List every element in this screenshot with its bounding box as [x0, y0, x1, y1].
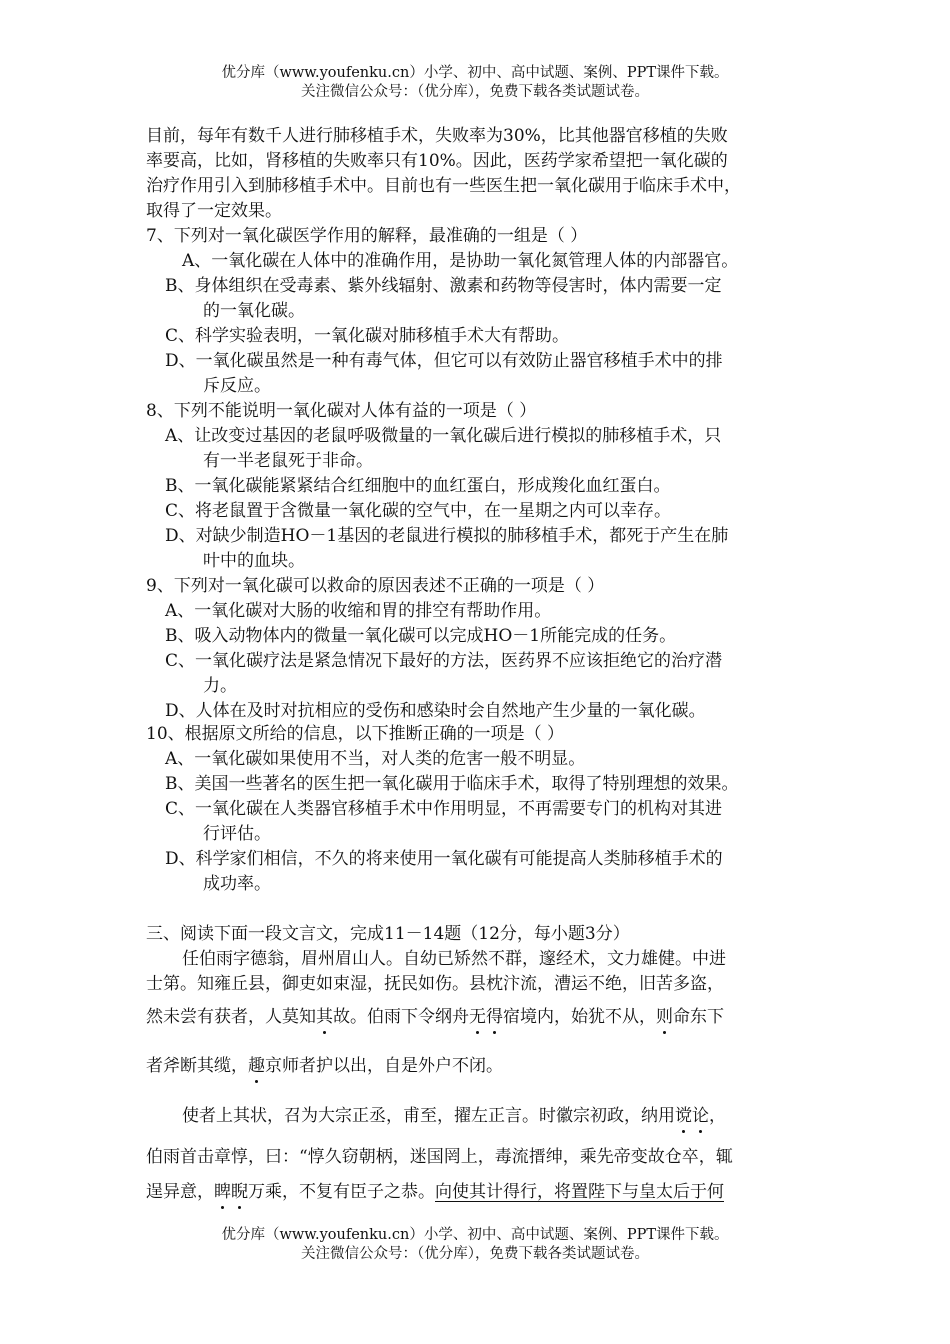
q10-option-d: D、科学家们相信，不久的将来使用一氧化碳有可能提高人类肺移植手术的 — [165, 849, 723, 869]
q10-option-a: A、一氧化碳如果使用不当，对人类的危害一般不明显。 — [165, 749, 586, 769]
passage-line: 率要高，比如，肾移植的失败率只有10%。因此，医药学家希望把一氧化碳的 — [146, 151, 728, 171]
text-run: 故。伯雨下令纲舟 — [333, 1007, 469, 1027]
q7-option-d: D、一氧化碳虽然是一种有毒气体，但它可以有效防止器官移植手术中的排 — [165, 351, 723, 371]
text-run: 京师者护以出，自是外户不闭。 — [265, 1056, 503, 1076]
q10-option-c-cont: 行评估。 — [203, 824, 271, 844]
text-run: 逞异意， — [146, 1182, 214, 1202]
q8-option-c: C、将老鼠置于含微量一氧化碳的空气中，在一星期之内可以幸存。 — [165, 501, 672, 521]
q9-option-c: C、一氧化碳疗法是紧急情况下最好的方法，医药界不应该拒绝它的治疗潜 — [165, 651, 723, 671]
q7-option-c: C、科学实验表明，一氧化碳对肺移植手术大有帮助。 — [165, 326, 570, 346]
text-run: 万乘，不复有臣子之恭。 — [248, 1182, 435, 1202]
question-7-stem: 7、下列对一氧化碳医学作用的解释，最准确的一组是（ ） — [146, 226, 588, 246]
text-run: 宿境内，始犹不从， — [503, 1007, 656, 1027]
classical-text-line — [182, 1104, 726, 1128]
q9-option-b: B、吸入动物体内的微量一氧化碳可以完成HO－1所能完成的任务。 — [165, 626, 677, 646]
q8-option-d: D、对缺少制造HO－1基因的老鼠进行模拟的肺移植手术，都死于产生在肺 — [165, 526, 729, 546]
classical-text-line: 任伯雨字德翁，眉州眉山人。自幼已矫然不群，邃经术，文力雄健。中进 — [182, 949, 726, 969]
underlined-sentence: 向使其计得行，将置陛下与皇太后于何 — [435, 1182, 724, 1202]
q8-option-b: B、一氧化碳能紧紧结合红细胞中的血红蛋白，形成羧化血红蛋白。 — [165, 476, 671, 496]
dotted-char: 得 — [486, 1007, 503, 1027]
header-line-2: 关注微信公众号：（优分库），免费下载各类试题试卷。 — [301, 84, 649, 100]
question-8-stem: 8、下列不能说明一氧化碳对人体有益的一项是（ ） — [146, 401, 537, 421]
q7-option-b: B、身体组织在受毒素、紫外线辐射、激素和药物等侵害时，体内需要一定 — [165, 276, 722, 296]
dotted-char: 趣 — [248, 1056, 265, 1076]
text-run: 者斧断其缆， — [146, 1056, 248, 1076]
dotted-char: 睨 — [231, 1182, 248, 1202]
classical-text-line: 伯雨首击章惇，曰：“惇久窃朝柄，迷国罔上，毒流搢绅，乘先帝变故仓卒，辄 — [146, 1147, 733, 1167]
page-header — [0, 64, 950, 102]
passage-line: 目前，每年有数千人进行肺移植手术，失败率为30%，比其他器官移植的失败 — [146, 126, 728, 146]
q8-option-a: A、让改变过基因的老鼠呼吸微量的一氧化碳后进行模拟的肺移植手术，只 — [165, 426, 722, 446]
q8-option-a-cont: 有一半老鼠死于非命。 — [203, 451, 373, 471]
passage-line: 治疗作用引入到肺移植手术中。目前也有一些医生把一氧化碳用于临床手术中， — [146, 176, 741, 196]
dotted-char: 谠 — [675, 1106, 692, 1126]
q9-option-c-cont: 力。 — [203, 676, 237, 696]
dotted-char: 无 — [469, 1007, 486, 1027]
question-10-stem: 10、根据原文所给的信息，以下推断正确的一项是（ ） — [146, 724, 565, 744]
text-run: 然未尝有获者，人莫知 — [146, 1007, 316, 1027]
q9-option-d: D、人体在及时对抗相应的受伤和感染时会自然地产生少量的一氧化碳。 — [165, 701, 706, 721]
header-line-1: 优分库（www.youfenku.cn）小学、初中、高中试题、案例、PPT课件下载。 — [221, 65, 729, 81]
q10-option-b: B、美国一些著名的医生把一氧化碳用于临床手术，取得了特别理想的效果。 — [165, 774, 739, 794]
section-3-heading: 三、阅读下面一段文言文，完成11－14题（12分，每小题3分） — [146, 924, 630, 944]
q10-option-c: C、一氧化碳在人类器官移植手术中作用明显，不再需要专门的机构对其进 — [165, 799, 723, 819]
page-footer — [0, 1226, 950, 1264]
q9-option-a: A、一氧化碳对大肠的收缩和胃的排空有帮助作用。 — [165, 601, 552, 621]
q10-option-d-cont: 成功率。 — [203, 874, 271, 894]
text-run: 使者上其状，召为大宗正丞，甫至，擢左正言。时徽宗初政，纳用 — [182, 1106, 675, 1126]
text-run: ， — [709, 1106, 726, 1126]
dotted-char: 则 — [656, 1007, 673, 1027]
passage-line: 取得了一定效果。 — [146, 201, 282, 221]
dotted-char: 睥 — [214, 1182, 231, 1202]
footer-line-1: 优分库（www.youfenku.cn）小学、初中、高中试题、案例、PPT课件下载。 — [221, 1227, 729, 1243]
classical-text-line — [146, 1054, 503, 1078]
dotted-char: 论 — [692, 1106, 709, 1126]
text-run: 命东下 — [673, 1007, 724, 1027]
classical-text-line: 士第。知雍丘县，御吏如束湿，抚民如伤。县枕汴流，漕运不绝，旧苦多盗， — [146, 974, 724, 994]
classical-text-line — [146, 1005, 724, 1029]
footer-line-2: 关注微信公众号：（优分库），免费下载各类试题试卷。 — [301, 1246, 649, 1262]
dotted-char: 其 — [316, 1007, 333, 1027]
q7-option-a: A、一氧化碳在人体中的准确作用，是协助一氧化氮管理人体的内部器官。 — [182, 251, 739, 271]
classical-text-line — [146, 1180, 724, 1204]
q7-option-b-cont: 的一氧化碳。 — [203, 301, 305, 321]
q7-option-d-cont: 斥反应。 — [203, 376, 271, 396]
question-9-stem: 9、下列对一氧化碳可以救命的原因表述不正确的一项是（ ） — [146, 576, 605, 596]
q8-option-d-cont: 叶中的血块。 — [203, 551, 305, 571]
